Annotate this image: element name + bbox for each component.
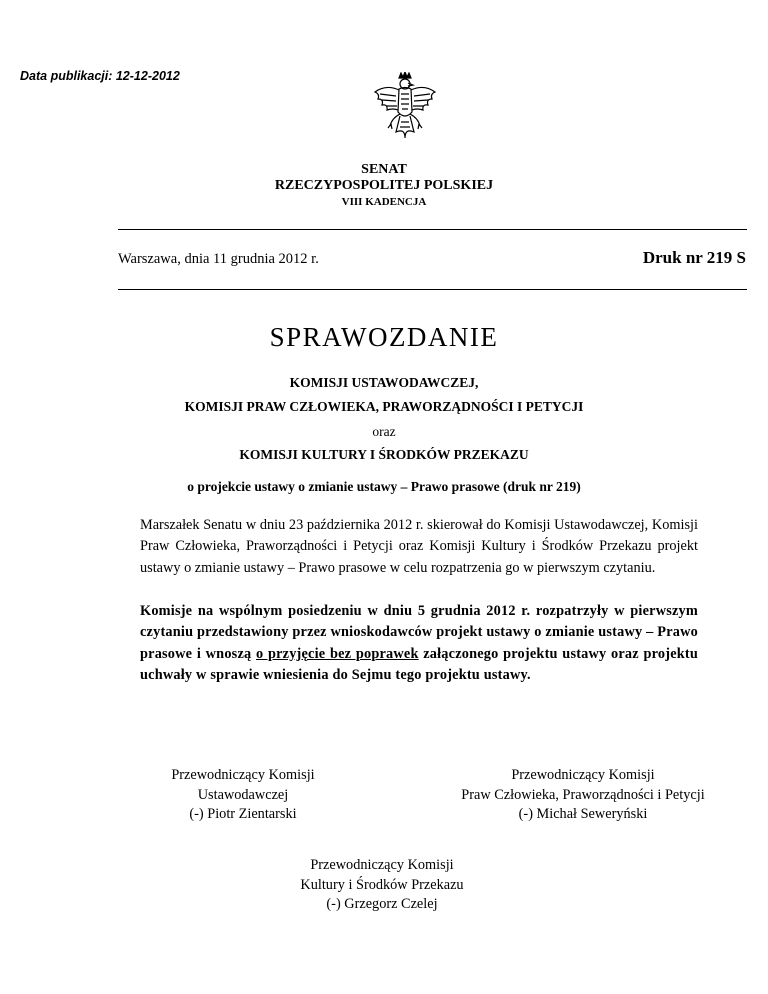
signature-block [424,766,742,825]
print-number: Druk nr 219 S [642,248,746,267]
signature-role: Przewodniczący Komisji [171,767,315,783]
signature-role: Przewodniczący Komisji [511,767,655,783]
signature-committee: Ustawodawczej [197,786,289,803]
divider-bottom [118,289,747,290]
signature-role: Przewodniczący Komisji [310,857,454,873]
committee-3: KOMISJI KULTURY I ŚRODKÓW PRZEKAZU [239,447,529,462]
conclusion-text-part-1: Komisje na wspólnym posiedzeniu w dniu 5 grudnia 2012 r. rozpatrzyły w pierwszym czytaniu przedstawiony przez wnioskodawców projekt ustawy o zmianie ustawy – Prawo prasowe i wnoszą [140,603,698,662]
conclusion-text-part-2: załączonego projektu ustawy oraz projektu uchwały w sprawie wniesienia do Sejmu tego projektu ustawy. [140,645,699,683]
divider-top [118,229,747,230]
signature-committee: Kultury i Środków Przekazu [300,876,464,893]
institution-line-2: RZECZYPOSPOLITEJ POLSKIEJ [274,178,494,193]
publication-date: Data publikacji: 12-12-2012 [20,69,180,83]
paragraph-referral: Marszałek Senatu w dniu 23 października 2012 r. skierował do Komisji Ustawodawczej, Komisji Praw Człowieka, Praworządności i Petycji oraz Komisji Kultury i Środków Przekazu projekt ustawy o zmianie ustawy – Prawo prasowe w celu rozpatrzenia go w pierwszym czytaniu. [140,517,698,576]
signature-block [250,856,514,915]
document-title: SPRAWOZDANIE [269,322,499,352]
signature-name: (-) Piotr Zientarski [189,806,297,822]
committee-2: KOMISJI PRAW CZŁOWIEKA, PRAWORZĄDNOŚCI I PETYCJI [184,399,584,414]
signature-name: (-) Michał Seweryński [518,806,648,822]
signature-name: (-) Grzegorz Czelej [326,896,438,912]
committee-1: KOMISJI USTAWODAWCZEJ, [289,375,479,390]
committee-connector: oraz [372,424,396,439]
institution-line-1: SENAT [361,162,407,177]
place-date: Warszawa, dnia 11 grudnia 2012 r. [118,251,319,267]
term-label: VIII KADENCJA [341,196,427,208]
paragraph-conclusion [140,601,698,686]
report-subject: o projekcie ustawy o zmianie ustawy – Prawo prasowe (druk nr 219) [187,479,581,494]
signature-committee: Praw Człowieka, Praworządności i Petycji [461,786,705,803]
conclusion-underlined-text: o przyjęcie bez poprawek [255,645,419,662]
signature-block [118,766,368,825]
polish-eagle-emblem [370,72,440,146]
